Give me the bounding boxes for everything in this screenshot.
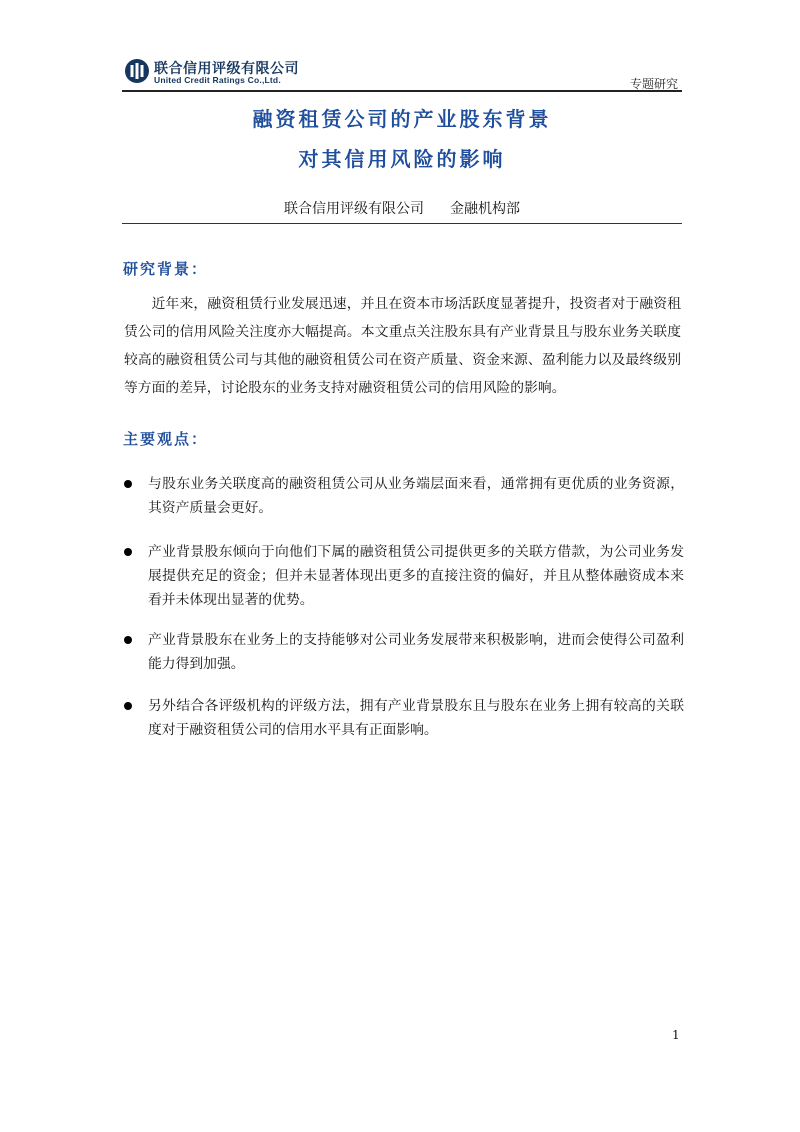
author-dept: 金融机构部: [450, 201, 520, 217]
ucr-logo-icon: [124, 58, 150, 84]
page-number: 1: [672, 1028, 680, 1042]
main-points-heading: 主要观点：: [123, 430, 209, 448]
bullet-icon: [124, 636, 132, 644]
list-item-text: 与股东业务关联度高的融资租赁公司从业务端层面来看，通常拥有更优质的业务资源，其资产质量会更好。: [148, 476, 684, 516]
list-item-text: 另外结合各评级机构的评级方法，拥有产业背景股东且与股东在业务上拥有较高的关联度对于融资租赁公司的信用水平具有正面影响。: [148, 698, 684, 738]
author-line: [122, 198, 682, 218]
author-divider: [122, 223, 682, 224]
company-name-en: United Credit Ratings Co.,Ltd.: [154, 75, 281, 85]
header-divider: [122, 90, 682, 92]
document-type: 专题研究: [629, 77, 678, 91]
bullet-icon: [124, 702, 132, 710]
background-heading: 研究背景：: [123, 260, 209, 278]
list-item-text: 产业背景股东倾向于向他们下属的融资租赁公司提供更多的关联方借款，为公司业务发展提供充足的资金；但并未显著体现出更多的直接注资的偏好，并且从整体融资成本来看并未体现出显著的优势。: [148, 544, 684, 608]
background-paragraph: 近年来，融资租赁行业发展迅速，并且在资本市场活跃度显著提升，投资者对于融资租赁公司的信用风险关注度亦大幅提高。本文重点关注股东具有产业背景且与股东业务关联度较高的融资租赁公司与其他的融资租赁公司在资产质量、资金来源、盈利能力以及最终级别等方面的差异，讨论股东的业务支持对融资租赁公司的信用风险的影响。: [124, 296, 681, 396]
title-line-1: 融资租赁公司的产业股东背景: [252, 107, 552, 131]
company-name-cn: 联合信用评级有限公司: [154, 61, 299, 77]
list-item-text: 产业背景股东在业务上的支持能够对公司业务发展带来积极影响，进而会使得公司盈利能力得到加强。: [148, 632, 684, 672]
title-line-2: 对其信用风险的影响: [298, 147, 506, 171]
author-org: 联合信用评级有限公司: [284, 201, 424, 217]
company-logo: [124, 58, 304, 90]
bullet-icon: [124, 548, 132, 556]
bullet-icon: [124, 480, 132, 488]
